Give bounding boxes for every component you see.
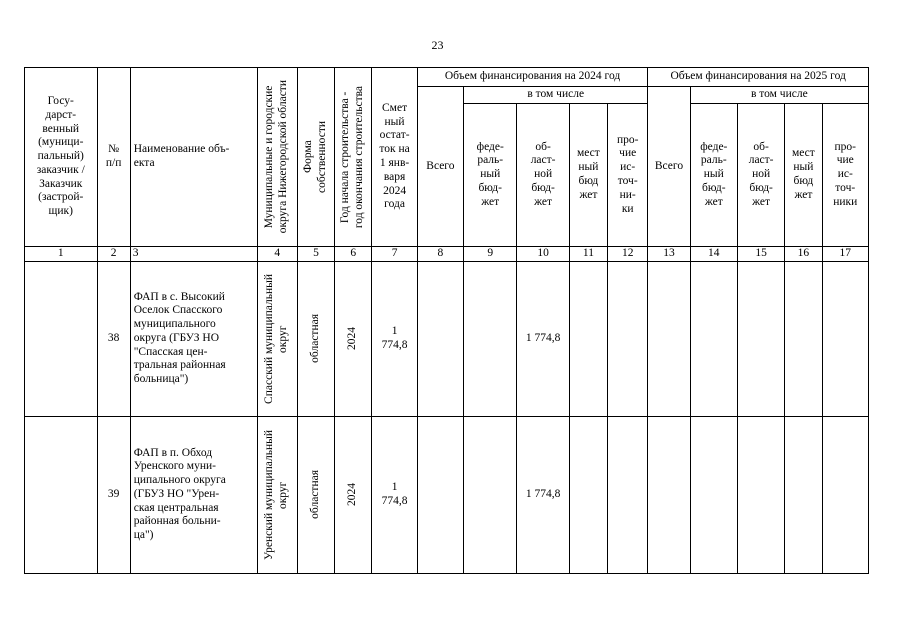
table-row <box>25 416 869 573</box>
cell-local-2024 <box>569 416 607 573</box>
column-number: 4 <box>257 247 297 262</box>
cell-ownership <box>297 416 334 573</box>
column-number: 13 <box>648 247 690 262</box>
column-number: 2 <box>97 247 130 262</box>
cell-total-2024 <box>417 416 463 573</box>
cell-remainder: 1 774,8 <box>372 416 417 573</box>
cell-municipality-text: Уренский муниципальный округ <box>263 429 290 560</box>
column-number: 8 <box>417 247 463 262</box>
header-local-2024: мест ный бюд жет <box>569 104 607 247</box>
cell-other-2024 <box>608 261 648 416</box>
column-number: 6 <box>335 247 372 262</box>
column-number-row <box>25 247 869 262</box>
table-row <box>25 261 869 416</box>
header-other-2024: про- чие ис- точ- ни- ки <box>608 104 648 247</box>
column-number: 14 <box>690 247 737 262</box>
header-number: № п/п <box>97 68 130 247</box>
column-number: 9 <box>464 247 517 262</box>
cell-other-2025 <box>822 261 868 416</box>
column-number: 1 <box>25 247 98 262</box>
column-number: 5 <box>297 247 334 262</box>
cell-ownership <box>297 261 334 416</box>
cell-years-text: 2024 <box>346 483 359 507</box>
cell-customer <box>25 416 98 573</box>
cell-municipality-text: Спасский муниципальный округ <box>263 273 290 404</box>
header-funding-2024: Объем финансирования на 2024 год <box>417 68 648 87</box>
header-object-name: Наименование объ- екта <box>130 68 257 247</box>
column-number: 15 <box>737 247 784 262</box>
header-ownership-cell <box>297 68 334 247</box>
cell-regional-2024: 1 774,8 <box>517 261 569 416</box>
cell-ownership-text: областная <box>309 314 322 364</box>
cell-number: 39 <box>97 416 130 573</box>
cell-other-2025 <box>822 416 868 573</box>
column-number: 16 <box>785 247 822 262</box>
cell-local-2025 <box>785 261 822 416</box>
header-municipality: Муниципальные и городские округа Нижегородской области <box>263 80 290 234</box>
cell-total-2024 <box>417 261 463 416</box>
cell-regional-2025 <box>737 261 784 416</box>
cell-number: 38 <box>97 261 130 416</box>
header-regional-2025: об- ласт- ной бюд- жет <box>737 104 784 247</box>
cell-years-text: 2024 <box>346 327 359 351</box>
cell-local-2025 <box>785 416 822 573</box>
cell-federal-2024 <box>464 261 517 416</box>
cell-customer <box>25 261 98 416</box>
cell-municipality <box>257 261 297 416</box>
column-number: 11 <box>569 247 607 262</box>
cell-regional-2024: 1 774,8 <box>517 416 569 573</box>
header-local-2025: мест ный бюд жет <box>785 104 822 247</box>
cell-ownership-text: областная <box>309 470 322 520</box>
cell-other-2024 <box>608 416 648 573</box>
cell-total-2025 <box>648 261 690 416</box>
cell-municipality <box>257 416 297 573</box>
column-number: 3 <box>130 247 257 262</box>
header-total-2024: Всего <box>417 87 463 247</box>
column-number: 7 <box>372 247 417 262</box>
header-including-2024: в том числе <box>464 87 648 104</box>
cell-total-2025 <box>648 416 690 573</box>
header-regional-2024: об- ласт- ной бюд- жет <box>517 104 569 247</box>
column-number: 12 <box>608 247 648 262</box>
page-number: 23 <box>431 38 444 52</box>
header-remainder: Смет ный остат- ток на 1 янв- варя 2024 года <box>372 68 417 247</box>
cell-federal-2025 <box>690 261 737 416</box>
cell-regional-2025 <box>737 416 784 573</box>
cell-years <box>335 261 372 416</box>
cell-local-2024 <box>569 261 607 416</box>
column-number: 10 <box>517 247 569 262</box>
header-other-2025: про- чие ис- точ- ники <box>822 104 868 247</box>
header-funding-2025: Объем финансирования на 2025 год <box>648 68 869 87</box>
header-customer: Госу- дарст- венный (муници- пальный) заказчик / Заказчик (застрой- щик) <box>25 68 98 247</box>
cell-federal-2025 <box>690 416 737 573</box>
header-years: Год начала строительства - год окончания строительства <box>339 85 366 229</box>
header-federal-2024: феде- раль- ный бюд- жет <box>464 104 517 247</box>
cell-remainder: 1 774,8 <box>372 261 417 416</box>
cell-federal-2024 <box>464 416 517 573</box>
header-years-cell <box>335 68 372 247</box>
header-municipality-cell <box>257 68 297 247</box>
header-ownership: Форма собственности <box>302 121 329 193</box>
header-total-2025: Всего <box>648 87 690 247</box>
header-federal-2025: феде- раль- ный бюд- жет <box>690 104 737 247</box>
cell-object-name: ФАП в п. Обход Уренского муни- ципального округа (ГБУЗ НО "Урен- ская центральная районная больни- ца") <box>130 416 257 573</box>
construction-funding-table <box>24 67 869 574</box>
column-number: 17 <box>822 247 868 262</box>
header-including-2025: в том числе <box>690 87 868 104</box>
cell-object-name: ФАП в с. Высокий Оселок Спасского муниципального округа (ГБУЗ НО "Спасская цен- тральная районная больница") <box>130 261 257 416</box>
cell-years <box>335 416 372 573</box>
